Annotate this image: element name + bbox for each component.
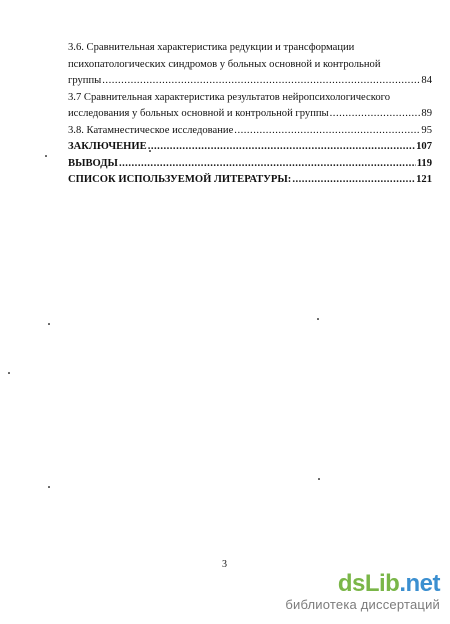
toc-entry-3-8-page: 95: [421, 124, 432, 136]
toc-entry-3-6: [68, 40, 432, 90]
toc-entry-3-6-line1: 3.6. Сравнительная характеристика редукции и трансформации: [68, 42, 355, 53]
toc-entry-3-6-line3: группы: [68, 75, 102, 86]
dot-leader: [148, 139, 415, 156]
scan-speck: [149, 150, 151, 152]
toc-entry-3-7-line2: исследования у больных основной и контрольной группы: [68, 108, 329, 119]
toc-entry-3-8: [68, 123, 432, 140]
page-number: 3: [222, 559, 227, 570]
toc-entry-3-6-line2: психопатологических синдромов у больных основной и контрольной: [68, 58, 381, 70]
table-of-contents: [68, 40, 432, 189]
dot-leader: [119, 156, 416, 173]
watermark-subtitle: библиотека диссертаций: [285, 597, 440, 612]
toc-entry-3-6-page: 84: [421, 75, 432, 86]
scan-speck: [48, 323, 50, 325]
dot-leader: [292, 172, 415, 189]
toc-entry-findings-title: ВЫВОДЫ: [68, 157, 118, 169]
scan-speck: [317, 318, 319, 320]
dslib-watermark: [285, 571, 440, 612]
toc-entry-conclusion: [68, 139, 432, 156]
dot-leader: [102, 73, 420, 90]
dot-leader: [234, 123, 420, 140]
scan-speck: [45, 155, 47, 157]
toc-entry-references: [68, 172, 432, 189]
scan-speck: [318, 478, 320, 480]
dot-leader: [330, 106, 421, 123]
toc-entry-conclusion-page: 107: [416, 141, 432, 152]
toc-entry-3-7-page: 89: [421, 108, 432, 119]
toc-entry-3-7: [68, 90, 432, 123]
toc-entry-3-7-line1: 3.7 Сравнительная характеристика результатов нейропсихологического: [68, 91, 391, 103]
toc-entry-references-page: 121: [416, 174, 432, 185]
scan-speck: [8, 372, 10, 374]
toc-entry-findings-page: 119: [416, 157, 432, 169]
scan-speck: [48, 486, 50, 488]
toc-entry-references-title: СПИСОК ИСПОЛЬЗУЕМОЙ ЛИТЕРАТУРЫ:: [68, 174, 292, 185]
toc-entry-3-8-title: 3.8. Катамнестическое исследование: [68, 124, 234, 136]
dslib-logo: dsLib.net: [337, 570, 440, 597]
toc-entry-conclusion-title: ЗАКЛЮЧЕНИЕ: [68, 141, 147, 152]
toc-entry-findings: [68, 156, 432, 173]
